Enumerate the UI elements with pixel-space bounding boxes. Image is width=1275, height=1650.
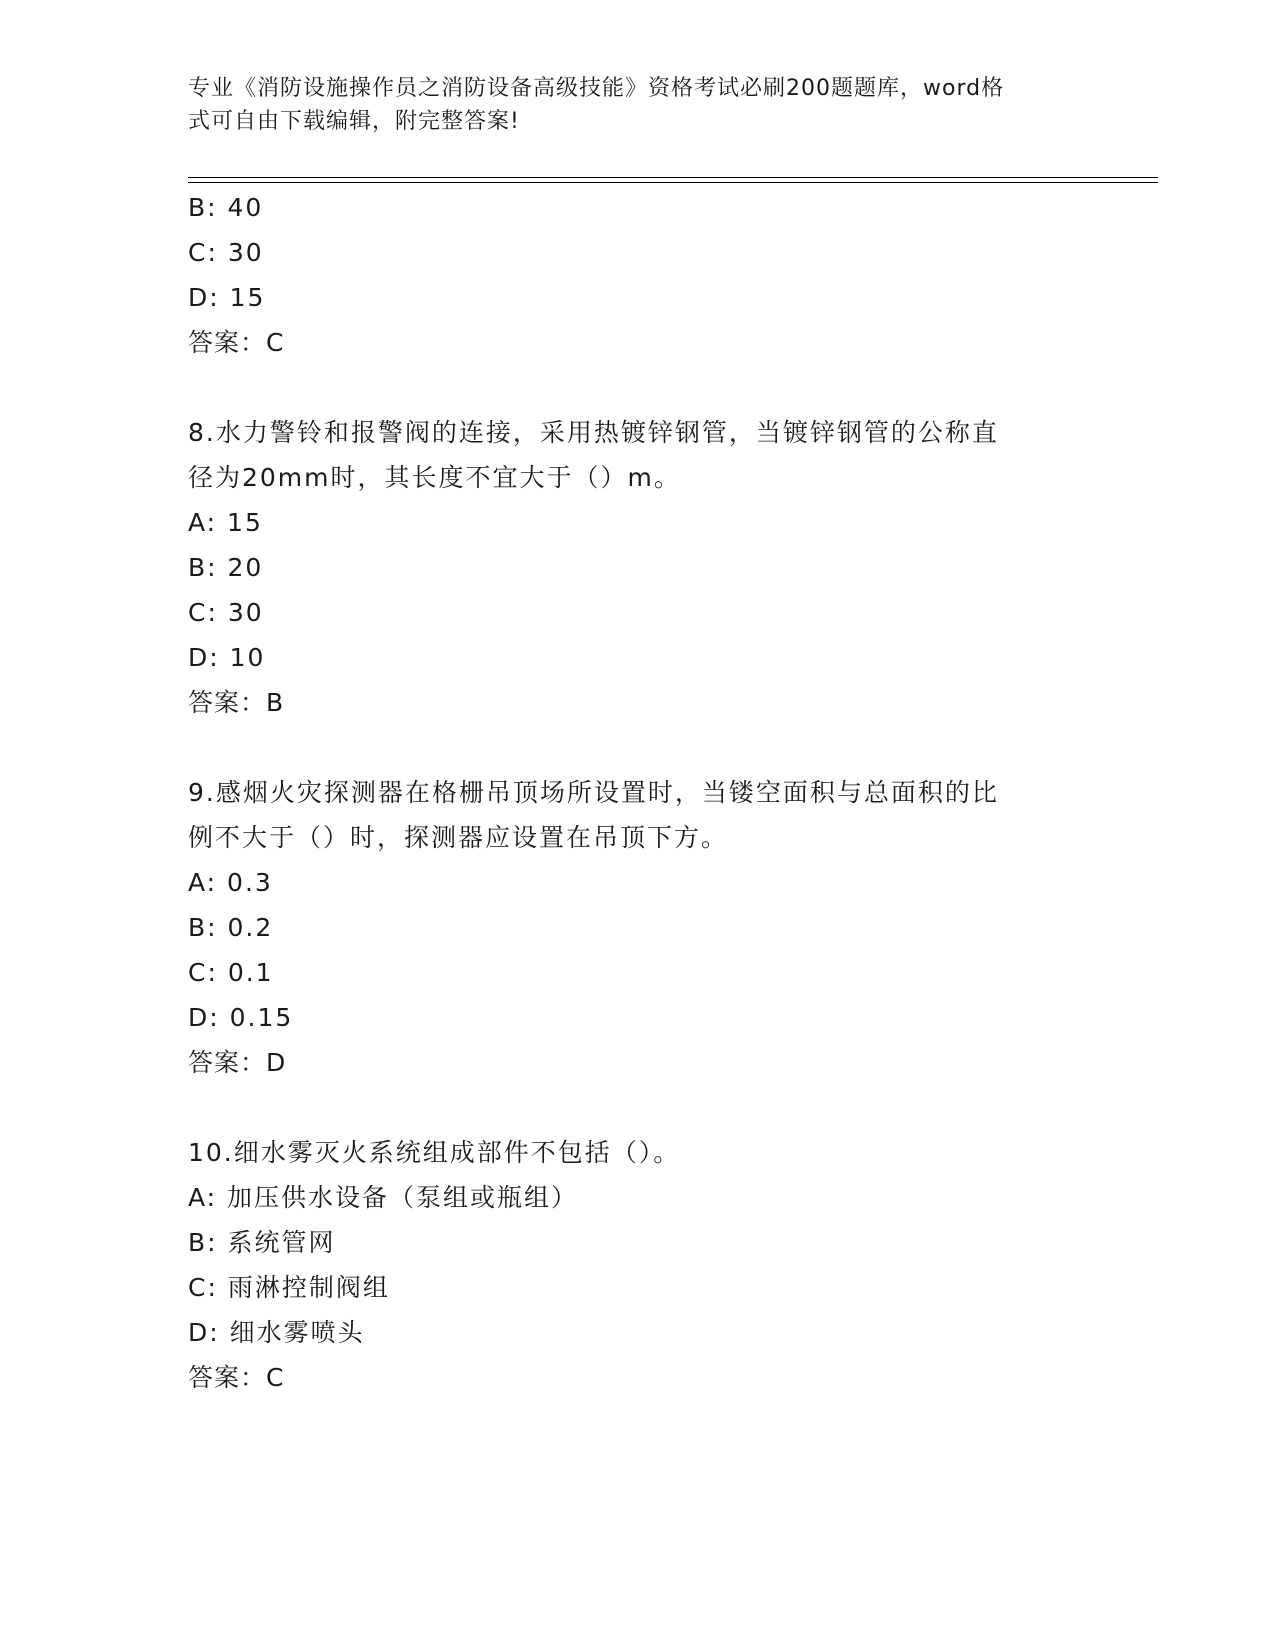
q10-option-d: D: 细水雾喷头 [188, 1318, 365, 1347]
q7-option-b: B: 40 [188, 193, 264, 222]
q8-option-a: A: 15 [188, 508, 263, 537]
q9-stem-line-1: 9.感烟火灾探测器在格栅吊顶场所设置时，当镂空面积与总面积的比 [188, 778, 999, 807]
q7-option-c: C: 30 [188, 238, 264, 267]
q8-stem-line-1: 8.水力警铃和报警阀的连接，采用热镀锌钢管，当镀锌钢管的公称直 [188, 418, 999, 447]
q9-option-d: D: 0.15 [188, 1003, 294, 1032]
q10-option-a: A: 加压供水设备（泵组或瓶组） [188, 1183, 579, 1212]
q9-option-b: B: 0.2 [188, 913, 274, 942]
q10-stem-line-1: 10.细水雾灭火系统组成部件不包括（）。 [188, 1138, 681, 1167]
q9-answer: 答案：D [188, 1048, 287, 1077]
header-line-1: 专业《消防设施操作员之消防设备高级技能》资格考试必刷200题题库，word格 [188, 76, 1005, 101]
q9-stem-line-2: 例不大于（）时，探测器应设置在吊顶下方。 [188, 823, 729, 852]
q8-option-b: B: 20 [188, 553, 264, 582]
q8-stem-line-2: 径为20mm时，其长度不宜大于（）m。 [188, 463, 681, 492]
header-divider-top [188, 177, 1158, 178]
q10-option-b: B: 系统管网 [188, 1228, 336, 1257]
q10-option-c: C: 雨淋控制阀组 [188, 1273, 390, 1302]
document-header [188, 72, 1068, 138]
header-divider-bottom [188, 182, 1158, 183]
q9-option-c: C: 0.1 [188, 958, 274, 987]
q8-option-c: C: 30 [188, 598, 264, 627]
header-line-2: 式可自由下载编辑，附完整答案! [188, 109, 520, 134]
q7-option-d: D: 15 [188, 283, 266, 312]
q7-answer: 答案：C [188, 328, 285, 357]
q8-answer: 答案：B [188, 688, 285, 717]
q10-answer: 答案：C [188, 1363, 285, 1392]
q8-option-d: D: 10 [188, 643, 266, 672]
q9-option-a: A: 0.3 [188, 868, 273, 897]
